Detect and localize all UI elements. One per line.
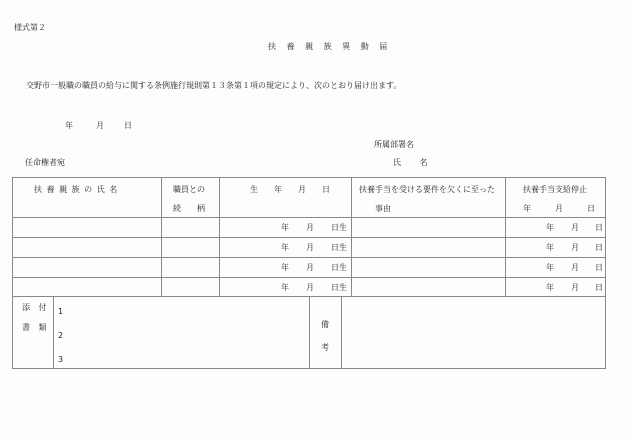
- remarks-field[interactable]: [341, 296, 606, 369]
- relationship-field[interactable]: [161, 257, 219, 277]
- stop-date-field[interactable]: [505, 277, 606, 296]
- birth-day-unit: 日生: [331, 283, 347, 292]
- reason-field[interactable]: [351, 237, 505, 257]
- birthdate-field[interactable]: [219, 217, 351, 237]
- header-birthdate: [219, 177, 351, 217]
- birth-day-unit: 日生: [331, 243, 347, 252]
- attachments-label-cell: [12, 296, 53, 369]
- birth-year-unit: 年: [281, 223, 289, 232]
- stop-year-unit: 年: [546, 283, 554, 292]
- dependent-name-field[interactable]: [12, 277, 161, 296]
- birthdate-field[interactable]: [219, 277, 351, 296]
- dependent-name-field[interactable]: [12, 257, 161, 277]
- attachment-item-1[interactable]: 1: [58, 307, 64, 316]
- attachments-list: [53, 296, 309, 369]
- date-month: 月: [96, 121, 104, 130]
- birth-year-unit: 年: [281, 263, 289, 272]
- reason-field[interactable]: [351, 217, 505, 237]
- birth-day-unit: 日生: [331, 223, 347, 232]
- header-reason-line1: 扶養手当を受ける要件を欠くに至った: [359, 185, 495, 194]
- date-year: 年: [65, 121, 73, 130]
- birth-month-unit: 月: [306, 223, 314, 232]
- stop-date-field[interactable]: [505, 217, 606, 237]
- header-reason: [351, 177, 505, 217]
- stop-year-unit: 年: [546, 243, 554, 252]
- stop-date-field[interactable]: [505, 237, 606, 257]
- header-stop-date: [505, 177, 606, 217]
- birth-month-unit: 月: [306, 283, 314, 292]
- birth-year-unit: 年: [281, 243, 289, 252]
- stop-day-unit: 日: [595, 243, 603, 252]
- department-label: 所属部署名: [374, 140, 414, 149]
- table-row: [12, 277, 606, 296]
- remarks-label-line1: 備: [321, 320, 329, 329]
- applicant-name-label: 氏 名: [393, 158, 436, 167]
- header-dependent-name-label: 扶 養 親 族 の 氏 名: [34, 185, 119, 194]
- birthdate-field[interactable]: [219, 257, 351, 277]
- birth-month-unit: 月: [306, 263, 314, 272]
- header-relationship: [161, 177, 219, 217]
- birth-year-unit: 年: [281, 283, 289, 292]
- header-relationship-line1: 職員との: [173, 185, 205, 194]
- attachments-label-line1: 添 付: [22, 303, 50, 312]
- dependent-name-field[interactable]: [12, 237, 161, 257]
- statement-text: 交野市一般職の職員の給与に関する条例施行規則第１３条第１項の規定により、次のとおり届け出ます。: [26, 81, 402, 90]
- birth-month-unit: 月: [306, 243, 314, 252]
- document-title: 扶 養 親 族 異 動 届: [268, 42, 392, 51]
- stop-date-field[interactable]: [505, 257, 606, 277]
- addressee-label: 任命権者宛: [25, 158, 65, 167]
- header-reason-line2: 事由: [375, 204, 391, 213]
- date-day: 日: [124, 121, 132, 130]
- header-relationship-line2: 続 柄: [173, 204, 205, 213]
- stop-month-unit: 月: [571, 263, 579, 272]
- header-stop-date-line2: 年 月 日: [523, 204, 595, 213]
- header-birthdate-label: 生 年 月 日: [250, 185, 330, 194]
- stop-month-unit: 月: [571, 223, 579, 232]
- birthdate-field[interactable]: [219, 237, 351, 257]
- remarks-label-cell: [309, 296, 341, 369]
- attachments-label-line2: 書 類: [22, 323, 50, 332]
- stop-month-unit: 月: [571, 243, 579, 252]
- relationship-field[interactable]: [161, 277, 219, 296]
- remarks-label-line2: 考: [321, 343, 329, 352]
- reason-field[interactable]: [351, 277, 505, 296]
- stop-day-unit: 日: [595, 283, 603, 292]
- header-stop-date-line1: 扶養手当支給停止: [523, 185, 587, 194]
- table-row: [12, 237, 606, 257]
- relationship-field[interactable]: [161, 217, 219, 237]
- reason-field[interactable]: [351, 257, 505, 277]
- stop-day-unit: 日: [595, 223, 603, 232]
- stop-year-unit: 年: [546, 263, 554, 272]
- birth-day-unit: 日生: [331, 263, 347, 272]
- stop-month-unit: 月: [571, 283, 579, 292]
- submission-date[interactable]: [65, 120, 132, 131]
- stop-day-unit: 日: [595, 263, 603, 272]
- attachment-item-3[interactable]: 3: [58, 355, 64, 364]
- table-row: [12, 257, 606, 277]
- attachment-item-2[interactable]: 2: [58, 331, 64, 340]
- header-dependent-name: [12, 177, 161, 217]
- dependent-name-field[interactable]: [12, 217, 161, 237]
- relationship-field[interactable]: [161, 237, 219, 257]
- form-number: 様式第２: [14, 23, 46, 32]
- table-row: [12, 217, 606, 237]
- stop-year-unit: 年: [546, 223, 554, 232]
